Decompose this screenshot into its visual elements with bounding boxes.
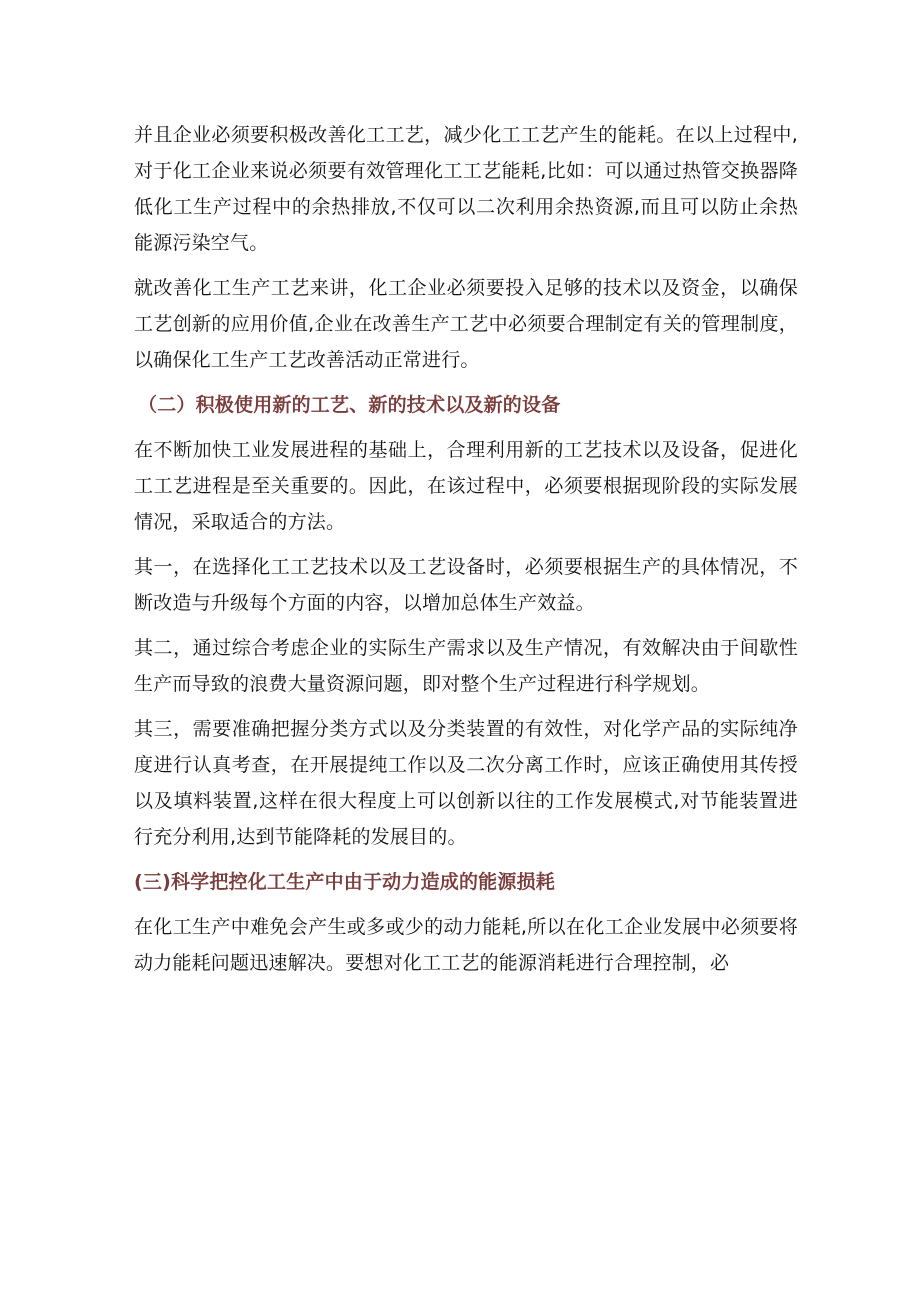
section-heading-new-technology: （二）积极使用新的工艺、新的技术以及新的设备 <box>138 394 561 416</box>
paragraph-industrial-development: 在不断加快工业发展进程的基础上，合理利用新的工艺技术以及设备，促进化工工艺进程是至关重要的。因此，在该过程中，必须要根据现阶段的实际发展情况，采取适合的方法。 <box>134 439 798 533</box>
paragraph-power-energy: 在化工生产中难免会产生或多或少的动力能耗,所以在化工企业发展中必须要将动力能耗问题迅速解决。要想对化工工艺的能源消耗进行合理控制，必 <box>134 916 798 974</box>
section-heading-power-consumption: (三)科学把控化工生产中由于动力造成的能源损耗 <box>134 871 555 893</box>
paragraph-point-two: 其二，通过综合考虑企业的实际生产需求以及生产情况，有效解决由于间歇性生产而导致的浪费大量资源问题，即对整个生产过程进行科学规划。 <box>134 637 798 695</box>
paragraph-energy-management: 并且企业必须要积极改善化工工艺，减少化工工艺产生的能耗。在以上过程中,对于化工企业来说必须要有效管理化工工艺能耗,比如：可以通过热管交换器降低化工生产过程中的余热排放,不仅可以二次利用余热资源,而且可以防止余热能源污染空气。 <box>134 124 798 254</box>
document-body <box>134 117 798 990</box>
paragraph-point-three: 其三，需要准确把握分类方式以及分类装置的有效性，对化学产品的实际纯净度进行认真考查，在开展提纯工作以及二次分离工作时，应该正确使用其传授以及填料装置,这样在很大程度上可以创新以往的工作发展模式,对节能装置进行充分利用,达到节能降耗的发展目的。 <box>134 718 798 848</box>
paragraph-point-one: 其一，在选择化工工艺技术以及工艺设备时，必须要根据生产的具体情况，不断改造与升级每个方面的内容，以增加总体生产效益。 <box>134 556 798 614</box>
paragraph-improve-process: 就改善化工生产工艺来讲，化工企业必须要投入足够的技术以及资金，以确保工艺创新的应用价值,企业在改善生产工艺中必须要合理制定有关的管理制度，以确保化工生产工艺改善活动正常进行。 <box>134 277 798 371</box>
